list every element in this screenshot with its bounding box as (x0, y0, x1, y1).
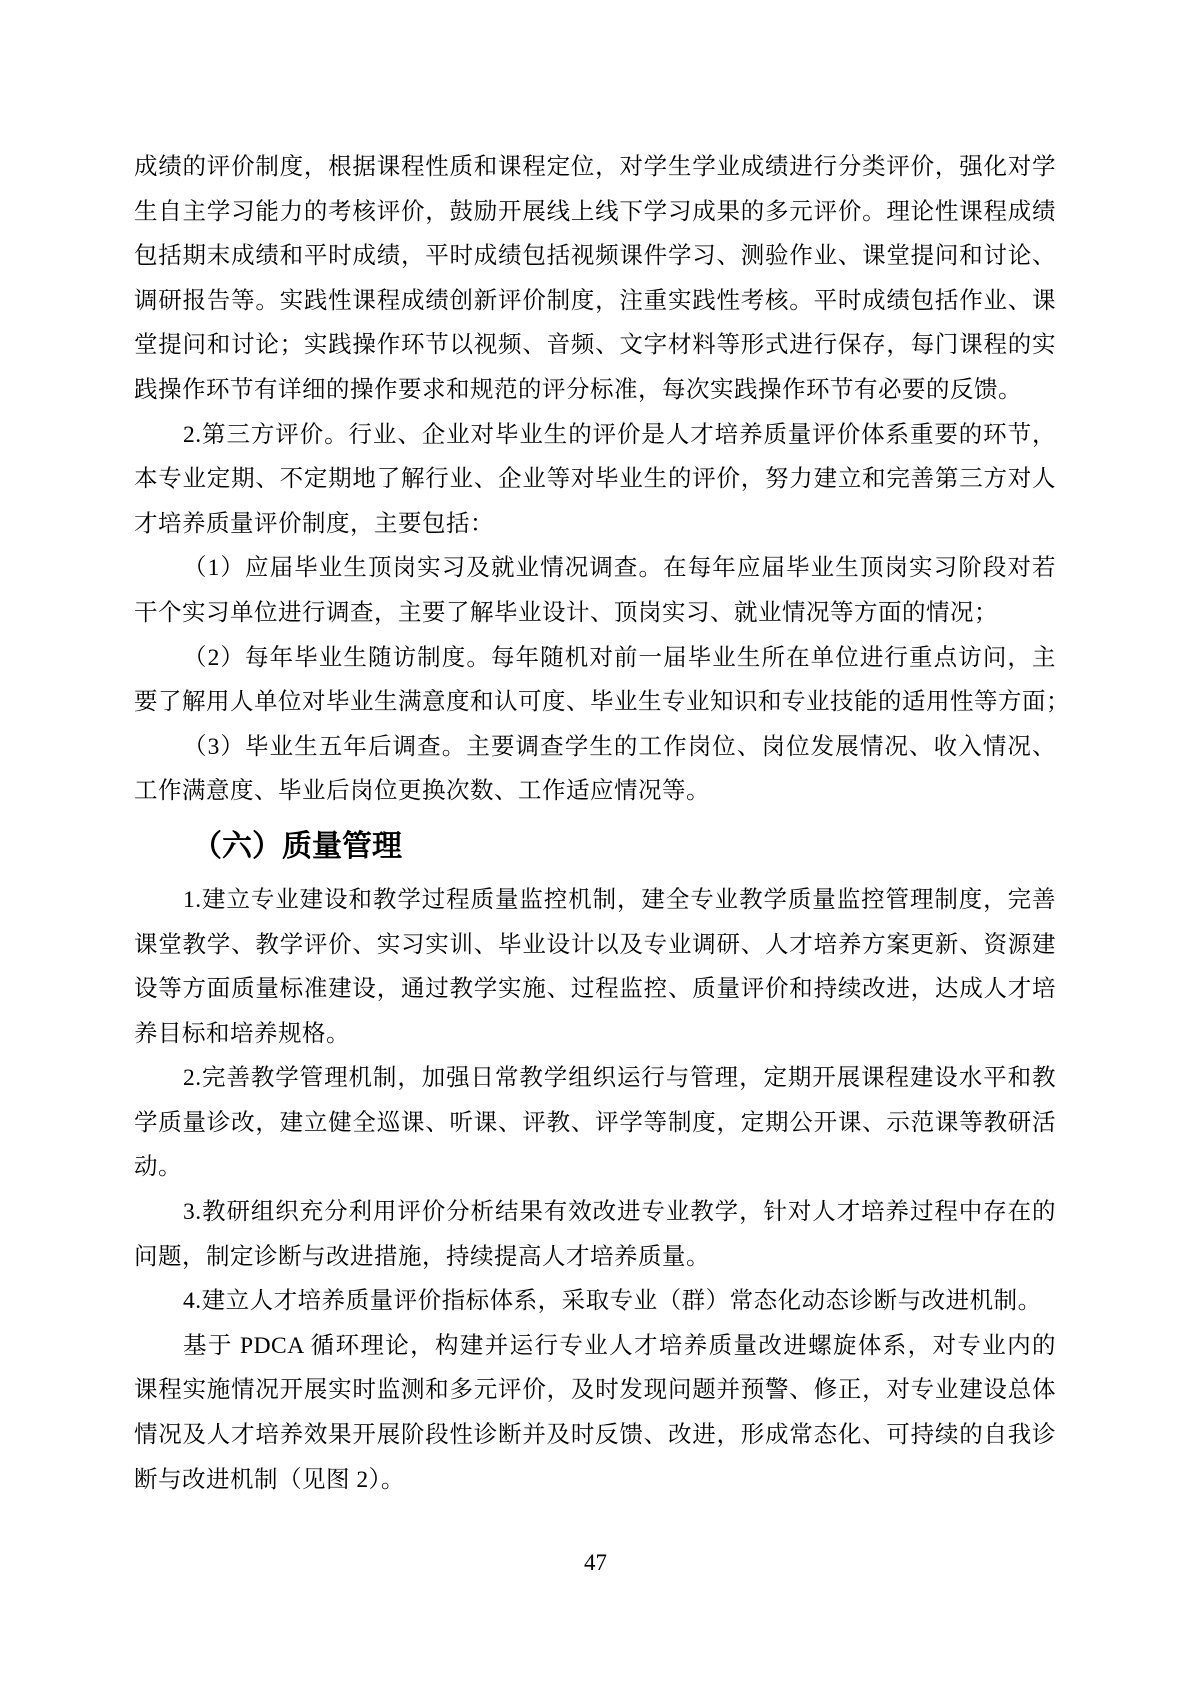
text-line: 课堂教学、教学评价、实习实训、毕业设计以及专业调研、人才培养方案更新、资源建 (134, 931, 1056, 958)
text-line: （1）应届毕业生顶岗实习及就业情况调查。在每年应届毕业生顶岗实习阶段对若 (183, 555, 1056, 582)
paragraph (134, 1279, 1056, 1324)
page-number: 47 (584, 1550, 607, 1575)
text-line: 生自主学习能力的考核评价，鼓励开展线上线下学习成果的多元评价。理论性课程成绩 (134, 198, 1056, 225)
text-line: （3）毕业生五年后调查。主要调查学生的工作岗位、岗位发展情况、收入情况、 (183, 733, 1056, 760)
paragraph (134, 1190, 1056, 1279)
text-line: 动。 (134, 1154, 182, 1181)
text-line: （2）每年毕业生随访制度。每年随机对前一届毕业生所在单位进行重点访问，主 (183, 644, 1056, 671)
text-line: 本专业定期、不定期地了解行业、企业等对毕业生的评价，努力建立和完善第三方对人 (134, 466, 1056, 493)
paragraph (134, 725, 1056, 814)
text-line: 工作满意度、毕业后岗位更换次数、工作适应情况等。 (134, 778, 710, 805)
text-line: 问题，制定诊断与改进措施，持续提高人才培养质量。 (134, 1243, 710, 1270)
paragraph (134, 878, 1056, 1056)
paragraph (134, 546, 1056, 635)
text-line: 成绩的评价制度，根据课程性质和课程定位，对学生学业成绩进行分类评价，强化对学 (134, 154, 1056, 180)
paragraph (134, 145, 1056, 413)
text-line: 包括期末成绩和平时成绩，平时成绩包括视频课件学习、测验作业、课堂提问和讨论、 (134, 243, 1056, 270)
text-line: 学质量诊改，建立健全巡课、听课、评教、评学等制度，定期公开课、示范课等教研活 (134, 1109, 1056, 1136)
text-line: 要了解用人单位对毕业生满意度和认可度、毕业生专业知识和专业技能的适用性等方面； (134, 689, 1070, 716)
text-line: 干个实习单位进行调查，主要了解毕业设计、顶岗实习、就业情况等方面的情况； (134, 599, 998, 626)
text-line: 才培养质量评价制度，主要包括： (134, 510, 494, 537)
paragraph (134, 636, 1070, 725)
text-line: 3.教研组织充分利用评价分析结果有效改进专业教学，针对人才培养过程中存在的 (183, 1199, 1056, 1226)
text-line: 情况及人才培养效果开展阶段性诊断并及时反馈、改进，形成常态化、可持续的自我诊 (134, 1422, 1056, 1449)
text-line: 课程实施情况开展实时监测和多元评价，及时发现问题并预警、修正，对专业建设总体 (134, 1377, 1056, 1404)
document-body (134, 145, 1070, 1502)
paragraph (134, 413, 1056, 547)
text-line: 基于 PDCA 循环理论，构建并运行专业人才培养质量改进螺旋体系，对专业内的 (183, 1332, 1056, 1359)
text-line: 设等方面质量标准建设，通过教学实施、过程监控、质量评价和持续改进，达成人才培 (134, 976, 1056, 1003)
text-line: 断与改进机制（见图 2）。 (134, 1466, 405, 1493)
text-line: 2.第三方评价。行业、企业对毕业生的评价是人才培养质量评价体系重要的环节， (183, 421, 1056, 448)
paragraph (134, 1324, 1056, 1502)
paragraph (134, 1056, 1056, 1190)
text-line: 堂提问和讨论；实践操作环节以视频、音频、文字材料等形式进行保存，每门课程的实 (134, 332, 1056, 359)
text-line: 4.建立人才培养质量评价指标体系，采取专业（群）常态化动态诊断与改进机制。 (183, 1288, 1042, 1315)
text-line: 1.建立专业建设和教学过程质量监控机制，建全专业教学质量监控管理制度，完善 (183, 886, 1056, 913)
text-line: 2.完善教学管理机制，加强日常教学组织运行与管理，定期开展课程建设水平和教 (183, 1065, 1056, 1092)
text-line: 养目标和培养规格。 (134, 1020, 350, 1047)
text-line: 践操作环节有详细的操作要求和规范的评分标准，每次实践操作环节有必要的反馈。 (134, 376, 1022, 403)
text-line: 调研报告等。实践性课程成绩创新评价制度，注重实践性考核。平时成绩包括作业、课 (134, 287, 1056, 314)
section-heading: （六）质量管理 (192, 829, 402, 863)
